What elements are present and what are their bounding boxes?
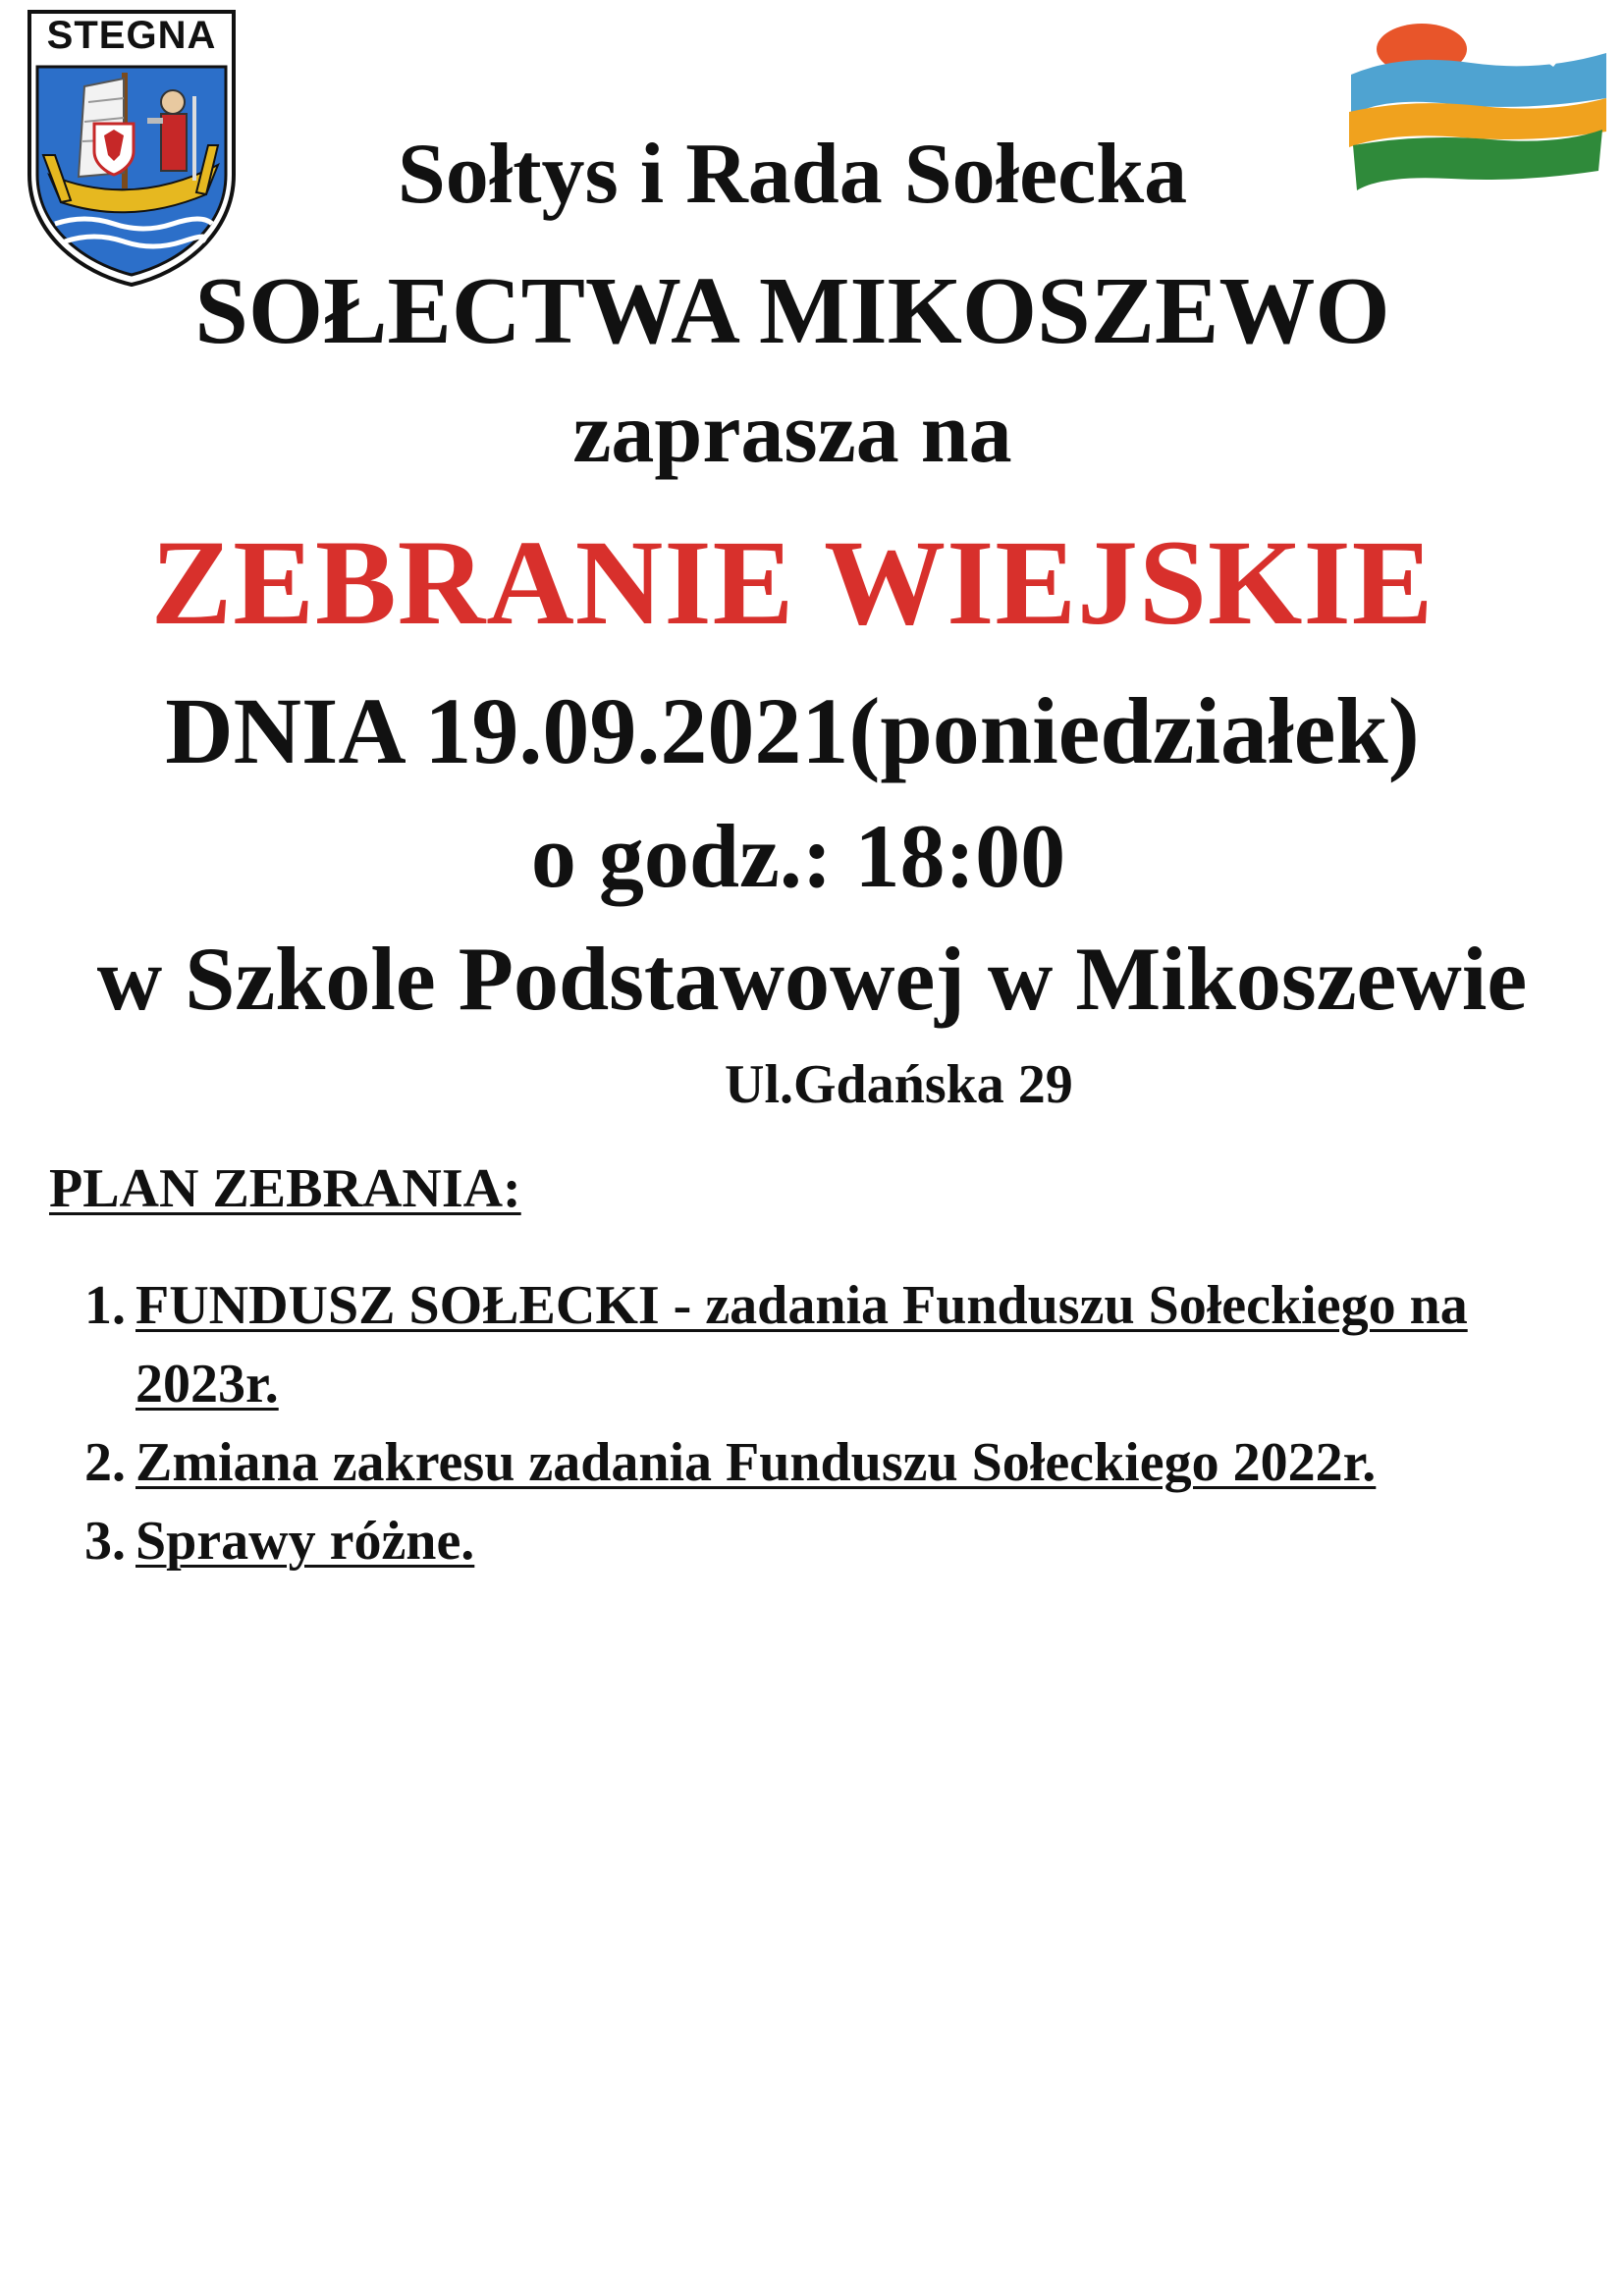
agenda-item xyxy=(84,1266,1577,1423)
agenda-item-number: 1. xyxy=(84,1275,126,1336)
event-title: ZEBRANIE WIEJSKIE xyxy=(150,515,1435,650)
plan-title: PLAN ZEBRANIA: xyxy=(49,1158,521,1219)
event-time: o godz.: 18:00 xyxy=(530,806,1066,906)
agenda-item xyxy=(84,1423,1577,1502)
heading-invites: zaprasza na xyxy=(572,386,1012,481)
agenda-list xyxy=(84,1266,1577,1580)
crest-label: STEGNA xyxy=(46,14,217,57)
agenda-item xyxy=(84,1502,1577,1580)
agenda-item-number: 2. xyxy=(84,1432,126,1493)
heading-soltys: Sołtys i Rada Sołecka xyxy=(397,127,1188,222)
agenda-item-number: 3. xyxy=(84,1511,126,1572)
heading-solectwo: SOŁECTWA MIKOSZEWO xyxy=(194,258,1390,364)
event-place: w Szkole Podstawowej w Mikoszewie xyxy=(96,929,1528,1029)
event-date: DNIA 19.09.2021(poniedziałek) xyxy=(165,678,1420,783)
agenda-item-text: FUNDUSZ SOŁECKI - zadania Funduszu Sołeckiego na 2023r. xyxy=(135,1275,1468,1415)
event-address: Ul.Gdańska 29 xyxy=(725,1054,1073,1115)
agenda-item-text: Zmiana zakresu zadania Funduszu Sołeckiego 2022r. xyxy=(135,1432,1377,1493)
agenda-item-text: Sprawy różne. xyxy=(135,1511,475,1572)
